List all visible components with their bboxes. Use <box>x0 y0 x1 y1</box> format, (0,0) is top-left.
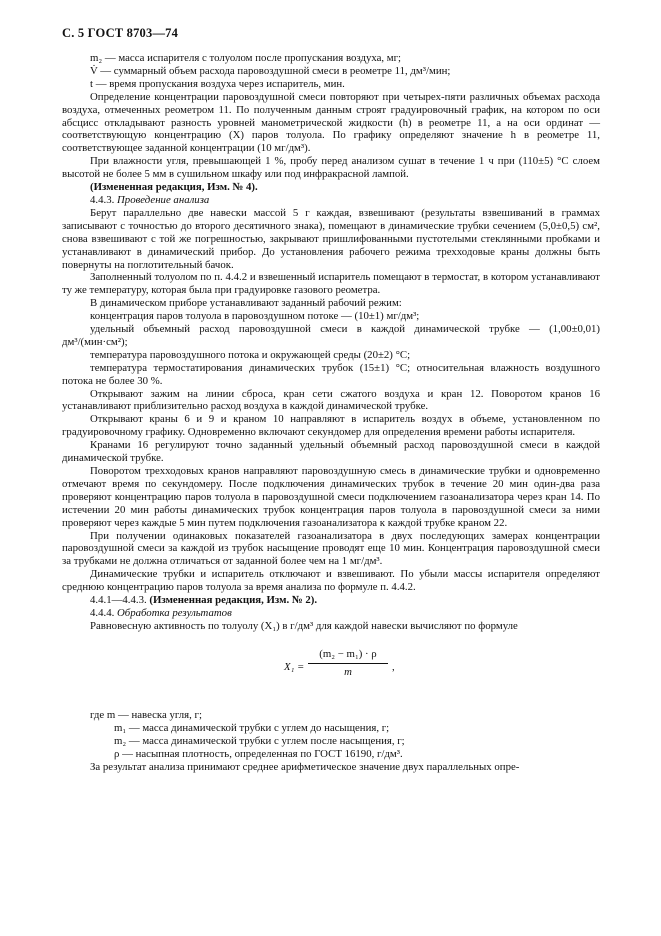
section-4-4-3-heading <box>62 194 600 207</box>
section-number: 4.4.4. <box>90 606 115 619</box>
paragraph-disconnect: Динамические трубки и испаритель отключают и взвешивают. По убыли массы испарителя определяют среднюю концентрацию паров толуола за время анализа по формуле п. 4.4.2. <box>62 568 600 594</box>
paragraph-result: За результат анализа принимают среднее арифметическое значение двух параллельных опре- <box>90 761 520 774</box>
revision-text: (Измененная редакция, Изм. № 2). <box>149 594 318 607</box>
page-content <box>62 52 600 774</box>
formula-tail: , <box>392 660 395 673</box>
formula-numerator: (m₂ − m₁) · ρ <box>308 648 388 664</box>
paragraph-calibration: Определение концентрации паровоздушной смеси повторяют при четырех-пяти различных объемах расхода воздуха, отмеченных реометром 11. По полученным данным строят градуировочный график, на котором по оси абсцисс откладывают разность уровней манометрической жидкости (h) в реометре 11, а на оси ординат — соответствующую концентрацию (X) паров толуола. По графику определяют значение h в реометре 11, соответствующее заданной концентрации (10 мг/дм³). <box>62 90 600 155</box>
paragraph-three-way: Поворотом трехходовых кранов направляют паровоздушную смесь в динамические трубки и одновременно отмечают время по секундомеру. После подключения динамических трубок в течение 20 мин один-два раза проверяют концентрацию паров толуола в паровоздушной смеси подключением газоанализатора через кран 14. По истечении 20 мин работы динамических трубок концентрация паров толуола в паровоздушной смеси за ними проверяют через каждые 5 мин путем подключения газоанализатора к каждой трубке краном 22. <box>62 465 600 529</box>
formula-fraction <box>308 648 388 679</box>
paragraph-evaporator: Заполненный толуолом по п. 4.4.2 и взвешенный испаритель помещают в термостат, в котором устанавливают ту же температуру, которая была при градуировке газового реометра. <box>62 271 600 297</box>
revision-note-4: (Измененная редакция, Изм. № 4). <box>90 181 258 194</box>
revision-range: 4.4.1—4.4.3. <box>90 594 147 607</box>
page-header: С. 5 ГОСТ 8703—74 <box>62 26 179 40</box>
definitions-bottom <box>62 722 600 761</box>
formula-denominator: m <box>344 665 352 678</box>
section-4-4-4-heading <box>62 607 600 620</box>
where-clause: где m — навеска угля, г; <box>90 708 202 721</box>
formula-lhs: X₁ = <box>284 660 305 673</box>
definition-rho: ρ — насыпная плотность, определенная по ГОСТ 16190, г/дм³. <box>114 747 403 760</box>
revision-note-2 <box>62 594 600 607</box>
paragraph-formula-intro: Равновесную активность по толуолу (X₁) в г/дм³ для каждой навески вычисляют по формуле <box>90 619 518 632</box>
paragraph-valves-air: Открывают краны 6 и 9 и краном 10 направляют в испаритель воздух в объеме, установленном по градуировочному графику. Одновременно включают секундомер для определения времени работы испарителя. <box>62 413 600 439</box>
paragraph-valves-open: Открывают зажим на линии сброса, кран сети сжатого воздуха и кран 12. Поворотом кранов 16 устанавливают приблизительно расход воздуха в каждой динамической трубке. <box>62 387 600 413</box>
formula-x1 <box>62 639 600 701</box>
paragraph-temperature: температура паровоздушного потока и окружающей среды (20±2) °С; <box>90 348 411 361</box>
paragraph-regulate: Кранами 16 регулируют точно заданный удельный объемный расход паровоздушной смеси в каждой динамической трубке. <box>62 439 600 465</box>
definition-m1: m₁ — масса динамической трубки с углем до насыщения, г; <box>114 721 390 734</box>
paragraph-thermostat: температура термостатирования динамических трубок (15±1) °С; относительная влажность воздушного потока не более 30 %. <box>62 361 600 387</box>
definition-v: V̇ — суммарный объем расхода паровоздушной смеси в реометре 11, дм³/мин; <box>90 64 451 77</box>
section-number: 4.4.3. <box>90 193 115 206</box>
paragraph-drying: При влажности угля, превышающей 1 %, пробу перед анализом сушат в течение 1 ч при (110±5) °С слоем высотой не более 5 мм в сушильном шкафу или под инфракрасной лампой. <box>62 155 600 181</box>
paragraph-saturation: При получении одинаковых показателей газоанализатора в двух последующих замерах концентрации паровоздушной смеси за каждой из трубок насыщение проводят еще 10 мин. Концентрация паровоздушной смеси за трубками не должна отличаться от заданной более чем на 1 мг/дм³. <box>62 529 600 568</box>
section-title: Проведение анализа <box>117 193 210 206</box>
paragraph-mode: В динамическом приборе устанавливают заданный рабочий режим: <box>90 297 402 310</box>
definition-m2-tube: m₂ — масса динамической трубки с углем после насыщения, г; <box>114 734 405 747</box>
paragraph-flow: удельный объемный расход паровоздушной смеси в каждой динамической трубке — (1,00±0,01) дм³/(мин·см²); <box>62 323 600 348</box>
definition-m2: m₂ — масса испарителя с толуолом после пропускания воздуха, мг; <box>90 52 402 64</box>
definitions-top <box>62 52 600 91</box>
definition-t: t — время пропускания воздуха через испаритель, мин. <box>90 77 345 90</box>
section-title: Обработка результатов <box>117 606 232 619</box>
paragraph-weighing: Берут параллельно две навески массой 5 г каждая, взвешивают (результаты взвешиваний в граммах записывают с точностью до второго десятичного знака), помещают в динамические трубки сечением (5,0±0,5) см², снова взвешивают с той же погрешностью, закрывают пришлифованными пустотелыми стеклянными пробками и устанавливают в динамический прибор. До установления рабочего режима трехходовые краны должны быть повернуты на поглотительный бачок. <box>62 206 600 271</box>
paragraph-concentration: концентрация паров толуола в паровоздушном потоке — (10±1) мг/дм³; <box>90 310 420 323</box>
